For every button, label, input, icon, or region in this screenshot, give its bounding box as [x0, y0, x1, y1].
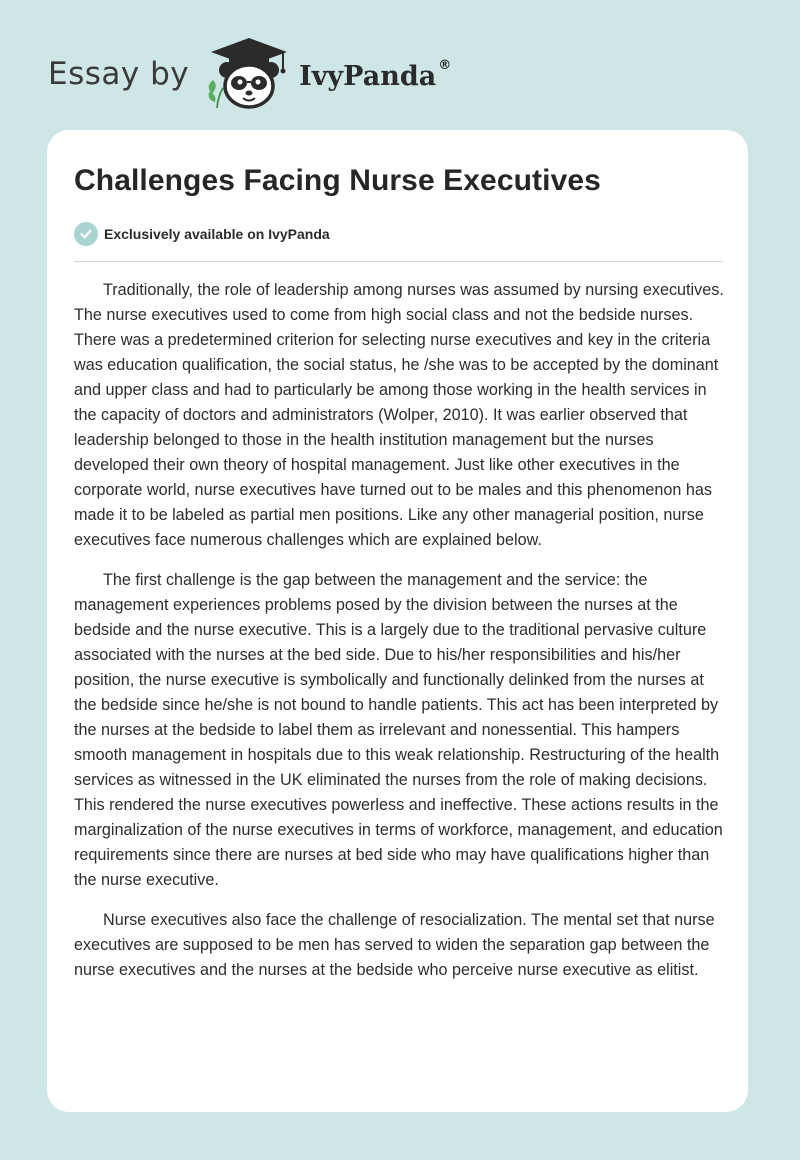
page-title: Challenges Facing Nurse Executives	[74, 164, 601, 197]
essay-paragraph: Traditionally, the role of leadership among nurses was assumed by nursing executives. The nurse executives used to come from high social class and not the bedside nurses. There was a predetermined criterion for selecting nurse executives and key in the criteria was education qualification, the social status, he /she was to be accepted by the dominant and upper class and had to particularly be among those working in the health services in the capacity of doctors and administrators (Wolper, 2010). It was earlier observed that leadership belonged to those in the health institution management but the nurses developed their own theory of hospital management. Just like other executives in the corporate world, nurse executives have turned out to be males and this phenomenon has made it to be labeled as partial men positions. Like any other managerial position, nurse executives face numerous challenges which are explained below.	[74, 281, 724, 549]
title-divider	[74, 261, 723, 262]
exclusive-badge-label: Exclusively available on IvyPanda	[104, 226, 330, 242]
essay-paragraph: Nurse executives also face the challenge of resocialization. The mental set that nurse executives are supposed to be men has served to widen the separation gap between the nurse executives and the nurses at the bedside who perceive nurse executive as elitist.	[74, 911, 715, 979]
essay-card	[47, 130, 748, 1112]
essay-paragraph: The first challenge is the gap between the management and the service: the management experiences problems posed by the division between the nurses at the bedside and the nurse executive. This is a largely due to the traditional pervasive culture associated with the nurses at the bed side. Due to his/her responsibilities and his/her position, the nurse executive is symbolically and functionally delinked from the nurses at the bedside since he/she is not bound to handle patients. This act has been interpreted by the nurses at the bedside to label them as irrelevant and nonessential. This hampers smooth management in hospitals due to this weak relationship. Restructuring of the health services as witnessed in the UK eliminated the nurses from the role of making decisions. This rendered the nurse executives powerless and ineffective. These actions results in the marginalization of the nurse executives in terms of workforce, management, and education requirements since there are nurses at bed side who may have qualifications higher than the nurse executive.	[74, 571, 723, 889]
exclusive-badge	[74, 222, 330, 246]
panda-graduate-logo-icon	[203, 36, 295, 112]
essay-by-label: Essay by	[48, 55, 190, 92]
ivypanda-brand-name: IvyPanda ®	[299, 57, 452, 92]
site-header	[48, 34, 451, 114]
check-circle-icon	[74, 222, 98, 246]
ivypanda-logo[interactable]	[203, 36, 451, 112]
essay-body	[74, 278, 726, 998]
